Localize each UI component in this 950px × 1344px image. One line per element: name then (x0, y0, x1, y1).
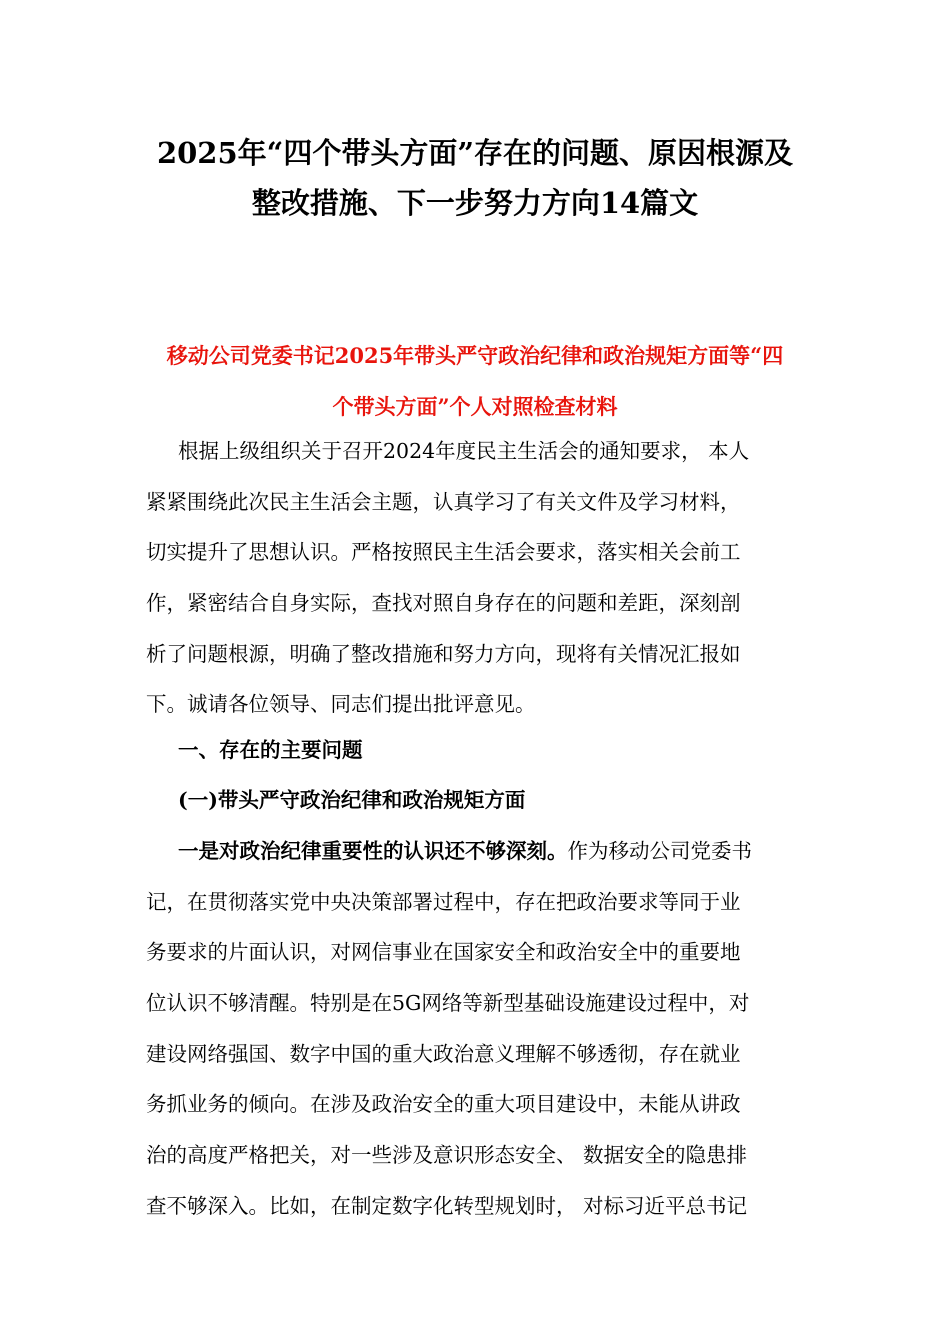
section-heading: 一、存在的主要问题 (178, 738, 363, 762)
intro-line: 紧紧围绕此次民主生活会主题，认真学习了有关文件及学习材料， (146, 489, 741, 514)
intro-line: 下。诚请各位领导、同志们提出批评意见。 (146, 692, 536, 717)
document-subtitle (120, 330, 830, 432)
paragraph-line: 建设网络强国、数字中国的重大政治意义理解不够透彻，存在就业 (146, 1041, 741, 1066)
title-line-1: 2025年“四个带头方面”存在的问题、原因根源及 (156, 136, 794, 170)
intro-line: 析了问题根源，明确了整改措施和努力方向，现将有关情况汇报如 (146, 641, 741, 666)
intro-line: 切实提升了思想认识。严格按照民主生活会要求，落实相关会前工 (146, 540, 741, 565)
paragraph-line: 记，在贯彻落实党中央决策部署过程中，存在把政治要求等同于业 (146, 889, 741, 914)
title-line-2: 整改措施、下一步努力方向14篇文 (251, 186, 699, 220)
paragraph-first-line (146, 826, 810, 877)
intro-line: 根据上级组织关于召开2024年度民主生活会的通知要求， 本人 (178, 439, 750, 463)
intro-paragraph (146, 426, 810, 730)
paragraph-line: 治的高度严格把关，对一些涉及意识形态安全、 数据安全的隐患排 (146, 1143, 748, 1168)
paragraph-line: 务要求的片面认识，对网信事业在国家安全和政治安全中的重要地 (146, 940, 741, 965)
paragraph-line: 务抓业务的倾向。在涉及政治安全的重大项目建设中，未能从讲政 (146, 1092, 741, 1117)
paragraph-line: 位认识不够清醒。特别是在5G网络等新型基础设施建设过程中，对 (146, 991, 750, 1016)
paragraph-first-line-rest: 作为移动公司党委书 (567, 839, 752, 863)
subtitle-line-1: 移动公司党委书记2025年带头严守政治纪律和政治规矩方面等“四 (166, 343, 784, 368)
paragraph-line: 查不够深入。比如，在制定数字化转型规划时， 对标习近平总书记 (146, 1193, 748, 1218)
body-paragraph (146, 826, 810, 1232)
subtitle-line-2: 个带头方面”个人对照检查材料 (332, 394, 618, 419)
subsection-heading: (一)带头严守政治纪律和政治规矩方面 (178, 788, 526, 812)
document-title (120, 128, 830, 228)
paragraph-lead-bold: 一是对政治纪律重要性的认识还不够深刻。 (178, 839, 568, 863)
intro-line: 作，紧密结合自身实际，查找对照自身存在的问题和差距，深刻剖 (146, 591, 741, 616)
